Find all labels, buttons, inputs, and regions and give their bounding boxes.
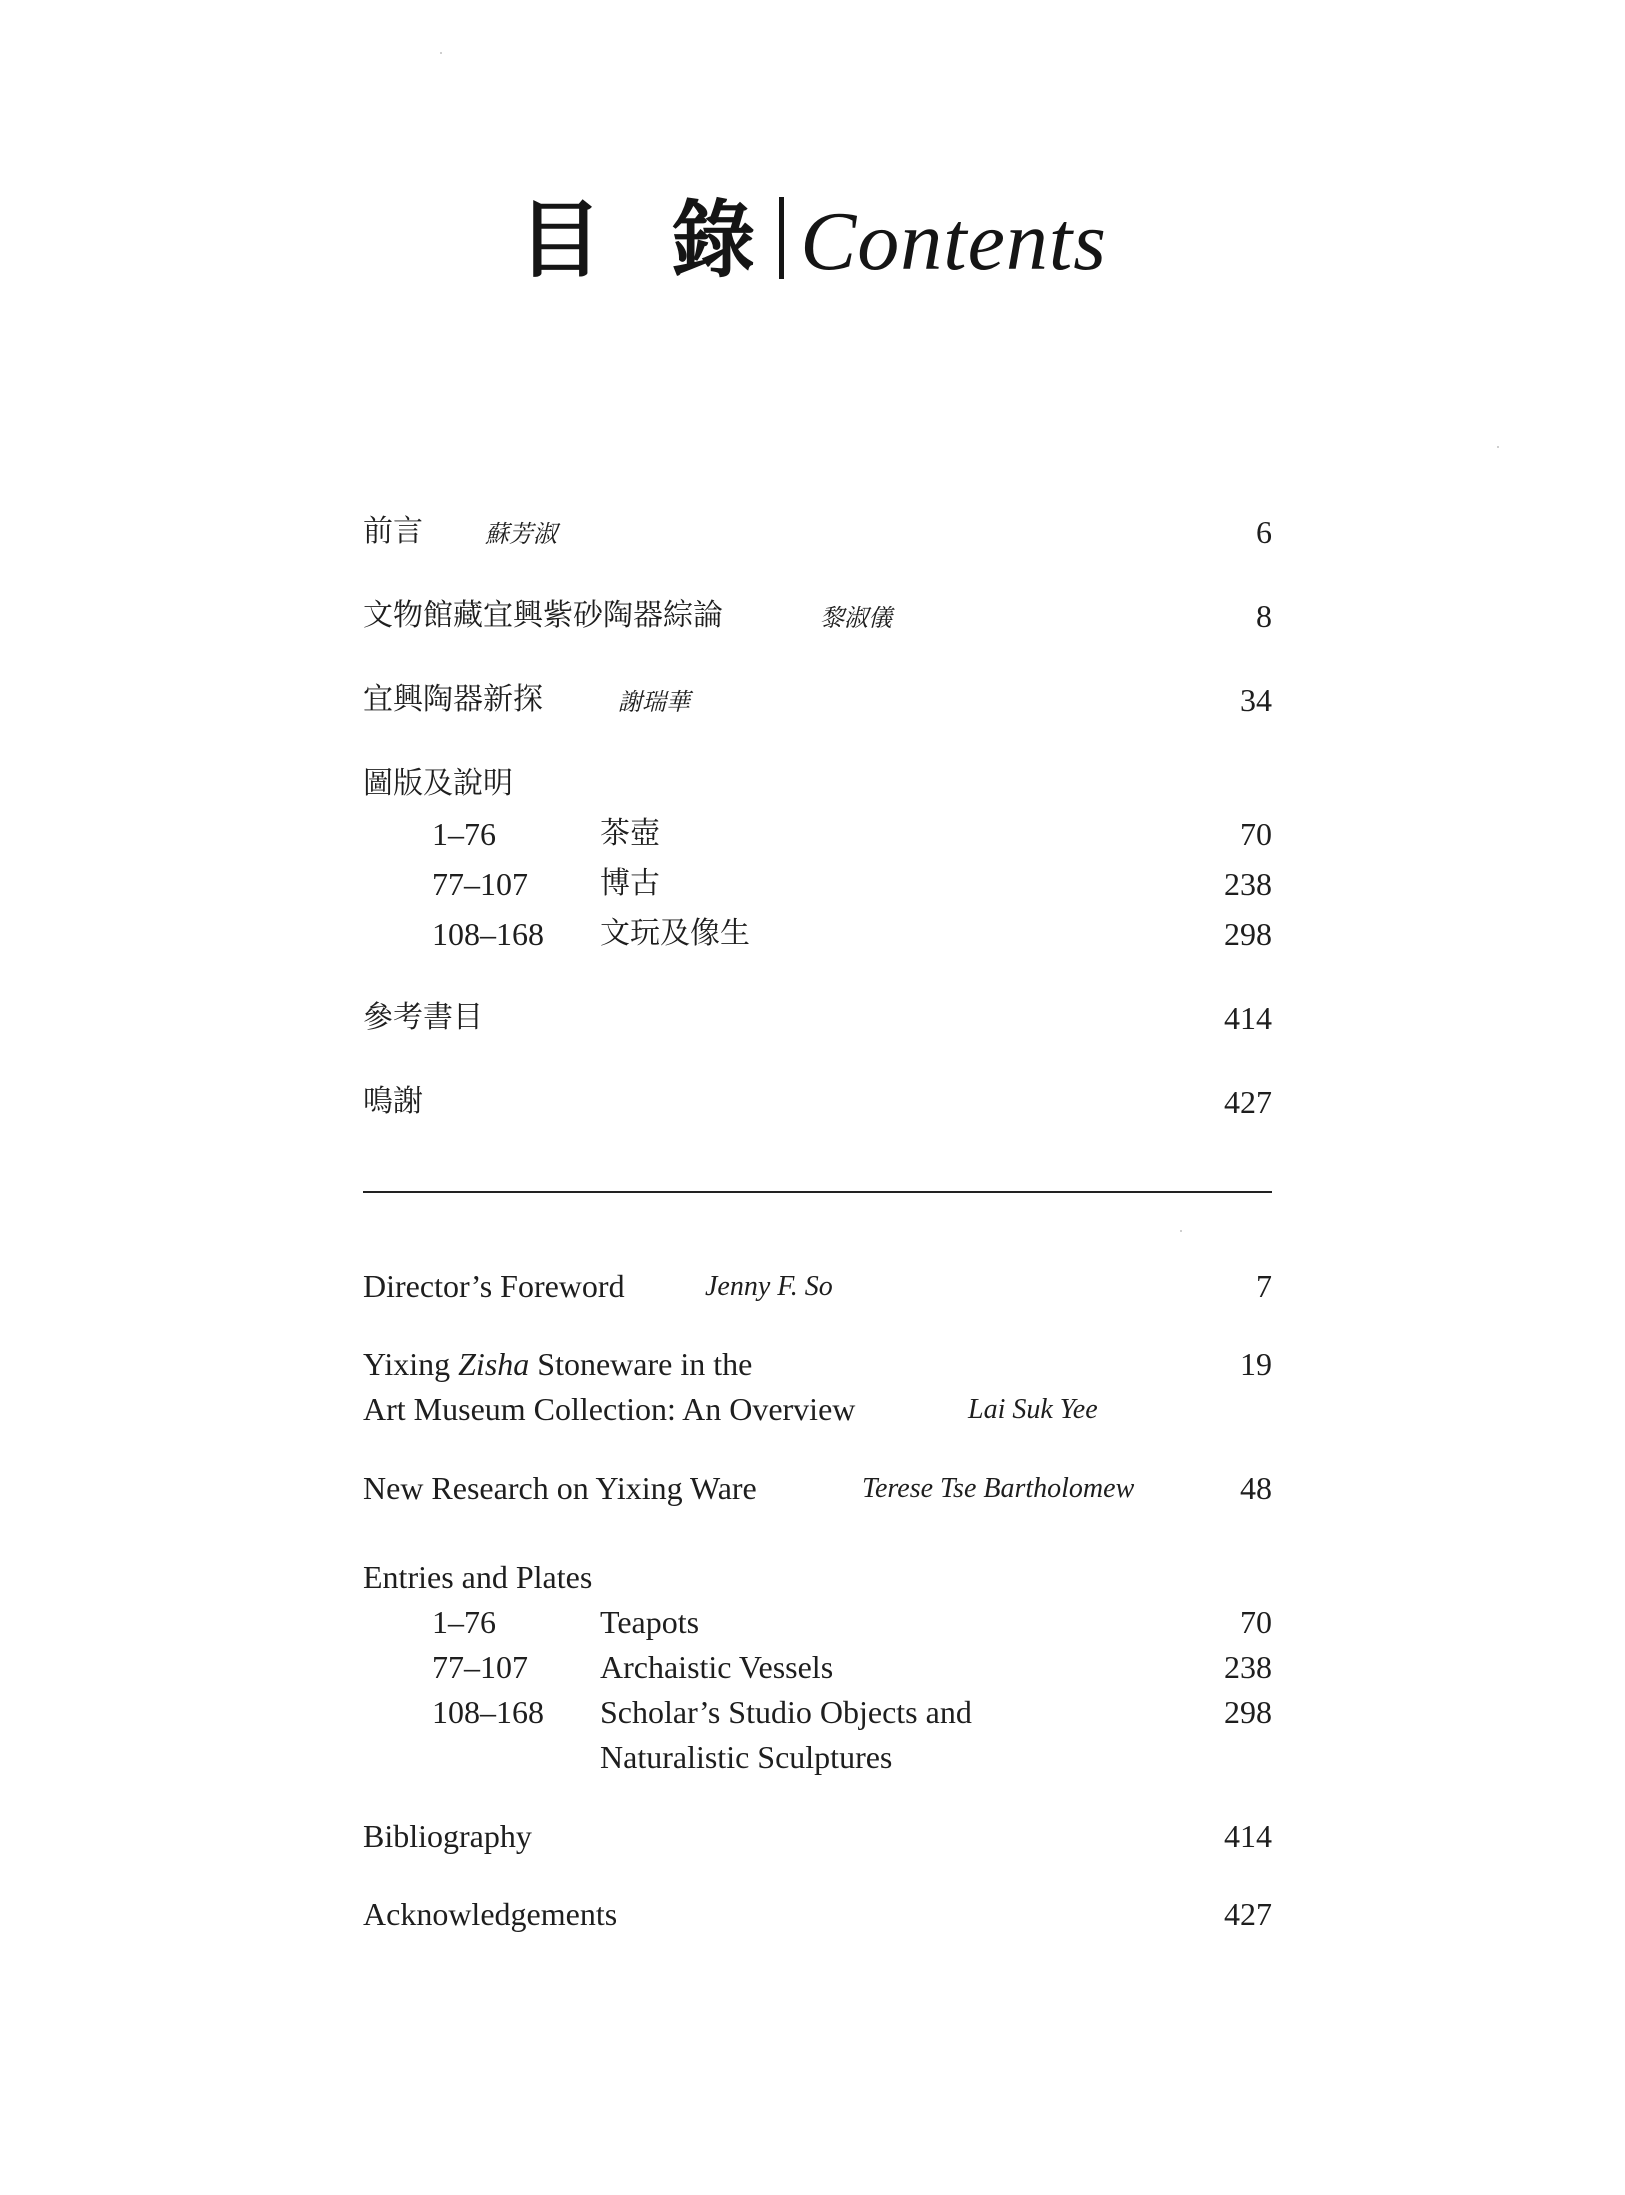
toc-en-overview-title-part1: Yixing	[363, 1346, 459, 1382]
toc-en-overview-title	[363, 1342, 752, 1386]
toc-en-bibliography-title: Bibliography	[363, 1818, 532, 1854]
title-english: Contents	[800, 195, 1107, 288]
toc-zh-plates-label: 博古	[600, 866, 660, 901]
scan-speck	[440, 52, 442, 54]
toc-zh-plates-range: 1–76	[432, 816, 496, 852]
section-divider	[363, 1191, 1272, 1193]
toc-zh-research-page: 34	[1240, 682, 1272, 718]
toc-en-plates-label: Scholar’s Studio Objects and	[600, 1694, 972, 1730]
toc-zh-plates-page: 238	[1224, 866, 1272, 902]
toc-zh-plates-label: 茶壺	[600, 816, 660, 851]
toc-zh-foreword-author: 蘇芳淑	[485, 520, 557, 548]
toc-en-overview-title-part2: Stoneware in the	[529, 1346, 753, 1382]
toc-zh-overview-author: 黎淑儀	[820, 604, 892, 632]
toc-en-acknowledgements-page: 427	[1224, 1896, 1272, 1932]
toc-en-research-page: 48	[1240, 1470, 1272, 1506]
toc-en-foreword-page: 7	[1256, 1268, 1272, 1304]
toc-en-plates-page: 70	[1240, 1604, 1272, 1640]
title-chinese: 目 錄	[518, 191, 776, 289]
toc-en-plates-page: 298	[1224, 1694, 1272, 1730]
toc-zh-overview-title: 文物館藏宜興紫砂陶器綜論	[363, 598, 723, 633]
toc-zh-foreword-title: 前言	[363, 514, 423, 549]
toc-en-foreword-author: Jenny F. So	[705, 1271, 833, 1302]
toc-zh-foreword-page: 6	[1256, 514, 1272, 550]
toc-en-plates-label-line2: Naturalistic Sculptures	[600, 1739, 893, 1775]
toc-zh-plates-page: 298	[1224, 916, 1272, 952]
page-title	[0, 180, 1625, 302]
toc-zh-research-title: 宜興陶器新探	[363, 682, 543, 717]
toc-en-overview-page: 19	[1240, 1346, 1272, 1382]
toc-zh-plates-label: 文玩及像生	[600, 916, 750, 951]
toc-zh-plates-range: 108–168	[432, 916, 544, 952]
scan-speck	[1180, 1230, 1182, 1232]
toc-zh-acknowledgements-title: 鳴謝	[363, 1084, 423, 1119]
toc-en-plates-label: Teapots	[600, 1604, 700, 1640]
toc-en-plates-range: 108–168	[432, 1694, 544, 1730]
toc-zh-plates-page: 70	[1240, 816, 1272, 852]
toc-zh-bibliography-page: 414	[1224, 1000, 1272, 1036]
toc-en-plates-range: 77–107	[432, 1649, 528, 1685]
toc-en-plates-page: 238	[1224, 1649, 1272, 1685]
toc-en-acknowledgements-title: Acknowledgements	[363, 1896, 618, 1932]
toc-zh-research-author: 謝瑞華	[618, 688, 690, 716]
toc-en-research-author: Terese Tse Bartholomew	[862, 1473, 1135, 1504]
toc-en-overview-title-italic: Zisha	[458, 1346, 530, 1382]
toc-en-research-title: New Research on Yixing Ware	[363, 1470, 757, 1506]
toc-en-plates-range: 1–76	[432, 1604, 496, 1640]
toc-en-overview-author: Lai Suk Yee	[968, 1394, 1098, 1425]
toc-en-bibliography-page: 414	[1224, 1818, 1272, 1854]
toc-en-overview-title-line2: Art Museum Collection: An Overview	[363, 1391, 856, 1427]
toc-zh-acknowledgements-page: 427	[1224, 1084, 1272, 1120]
title-divider	[779, 197, 784, 279]
toc-en-plates-label: Archaistic Vessels	[600, 1649, 834, 1685]
toc-zh-plates-range: 77–107	[432, 866, 528, 902]
scan-speck	[1497, 446, 1499, 448]
toc-zh-plates-title: 圖版及說明	[363, 766, 513, 801]
toc-zh-bibliography-title: 參考書目	[363, 1000, 483, 1035]
toc-en-plates-title: Entries and Plates	[363, 1559, 593, 1595]
toc-en-foreword-title: Director’s Foreword	[363, 1268, 625, 1304]
toc-zh-overview-page: 8	[1256, 598, 1272, 634]
